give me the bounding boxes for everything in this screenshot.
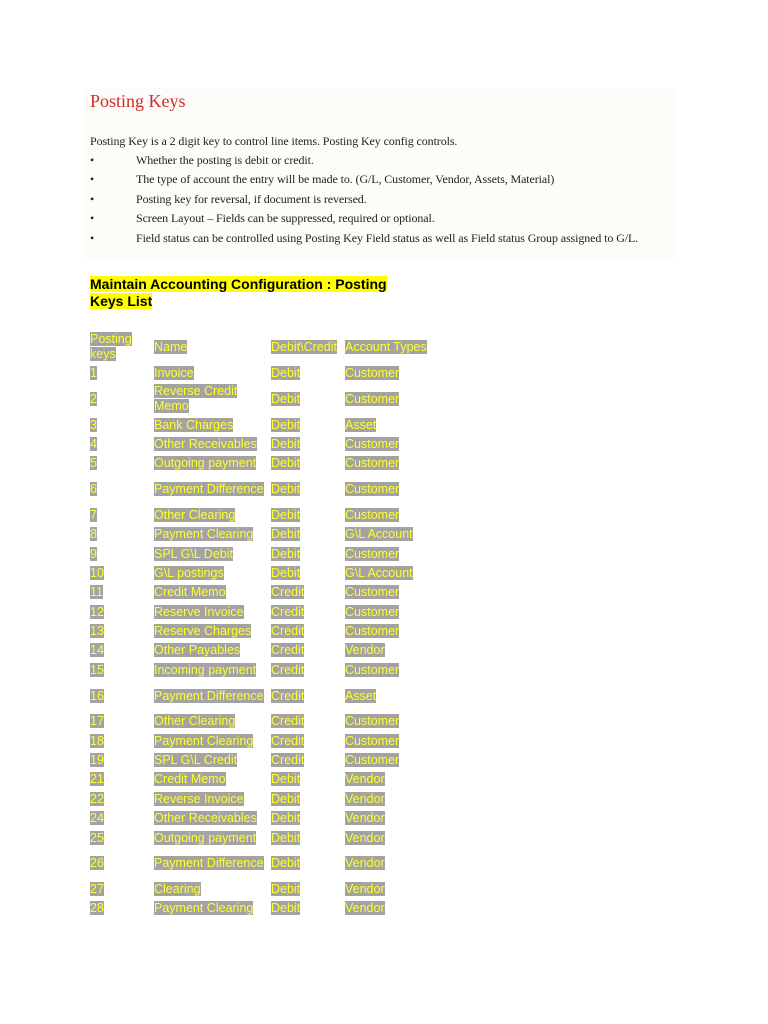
table-row bbox=[90, 435, 435, 454]
name-cell: Incoming payment bbox=[154, 662, 257, 677]
bullet-text: Screen Layout – Fields can be suppressed, required or optional. bbox=[136, 211, 435, 226]
debit-credit-cell: Debit bbox=[271, 546, 301, 561]
header-name: Name bbox=[154, 339, 188, 354]
header-debit-credit: Debit\Credit bbox=[271, 339, 337, 354]
account-type-cell: Vendor bbox=[345, 830, 385, 845]
account-type-cell: Vendor bbox=[345, 901, 385, 916]
debit-credit-cell: Debit bbox=[271, 527, 301, 542]
debit-credit-cell: Debit bbox=[271, 456, 301, 471]
account-type-cell: Customer bbox=[345, 436, 400, 451]
section-heading bbox=[90, 276, 420, 310]
account-type-cell: Vendor bbox=[345, 791, 385, 806]
table-row bbox=[90, 583, 435, 602]
header-posting-keys: Posting keys bbox=[90, 332, 132, 361]
key-cell: 8 bbox=[90, 527, 97, 542]
debit-credit-cell: Credit bbox=[271, 688, 305, 703]
key-cell: 10 bbox=[90, 565, 104, 580]
bullet-icon: • bbox=[90, 230, 95, 245]
key-cell: 26 bbox=[90, 856, 104, 871]
page-title: Posting Keys bbox=[90, 91, 186, 111]
name-cell: Payment Clearing bbox=[154, 901, 254, 916]
account-type-cell: Asset bbox=[345, 688, 377, 703]
name-cell: Payment Clearing bbox=[154, 733, 254, 748]
name-cell: Other Receivables bbox=[154, 811, 257, 826]
table-row bbox=[90, 880, 435, 899]
key-cell: 11 bbox=[90, 585, 103, 600]
table-row bbox=[90, 712, 435, 731]
table-row bbox=[90, 544, 435, 563]
name-cell: Credit Memo bbox=[154, 585, 226, 600]
key-cell: 16 bbox=[90, 688, 104, 703]
debit-credit-cell: Credit bbox=[271, 624, 305, 639]
account-type-cell: Customer bbox=[345, 604, 400, 619]
name-cell: Payment Difference bbox=[154, 688, 264, 703]
debit-credit-cell: Debit bbox=[271, 417, 301, 432]
account-type-cell: Customer bbox=[345, 753, 400, 768]
key-cell: 1 bbox=[90, 366, 97, 381]
account-type-cell: Vendor bbox=[345, 811, 385, 826]
table-row bbox=[90, 603, 435, 622]
debit-credit-cell: Debit bbox=[271, 811, 301, 826]
debit-credit-cell: Credit bbox=[271, 714, 305, 729]
list-item bbox=[90, 211, 690, 230]
list-item bbox=[90, 172, 690, 191]
key-cell: 25 bbox=[90, 830, 104, 845]
table-body bbox=[90, 364, 435, 919]
debit-credit-cell: Debit bbox=[271, 482, 301, 497]
table-row bbox=[90, 454, 435, 473]
name-cell: Bank Charges bbox=[154, 417, 234, 432]
list-item bbox=[90, 231, 690, 250]
account-type-cell: Customer bbox=[345, 366, 400, 381]
debit-credit-cell: Debit bbox=[271, 772, 301, 787]
table-row bbox=[90, 415, 435, 434]
key-cell: 7 bbox=[90, 507, 97, 522]
debit-credit-cell: Debit bbox=[271, 830, 301, 845]
debit-credit-cell: Credit bbox=[271, 753, 305, 768]
account-type-cell: Customer bbox=[345, 585, 400, 600]
debit-credit-cell: Debit bbox=[271, 507, 301, 522]
bullet-icon: • bbox=[90, 172, 95, 187]
account-type-cell: Customer bbox=[345, 546, 400, 561]
name-cell: Invoice bbox=[154, 366, 194, 381]
bullet-list bbox=[90, 153, 690, 250]
bullet-icon: • bbox=[90, 211, 95, 226]
table-row bbox=[90, 641, 435, 660]
account-type-cell: Customer bbox=[345, 733, 400, 748]
name-cell: G\L postings bbox=[154, 565, 224, 580]
table-row bbox=[90, 564, 435, 583]
debit-credit-cell: Debit bbox=[271, 565, 301, 580]
name-cell: Payment Difference bbox=[154, 856, 264, 871]
name-cell: Other Clearing bbox=[154, 507, 236, 522]
name-cell: Payment Difference bbox=[154, 482, 264, 497]
key-cell: 27 bbox=[90, 882, 104, 896]
table-row bbox=[90, 474, 435, 506]
debit-credit-cell: Credit bbox=[271, 604, 305, 619]
key-cell: 9 bbox=[90, 546, 97, 561]
key-cell: 17 bbox=[90, 714, 104, 729]
bullet-text: Whether the posting is debit or credit. bbox=[136, 153, 314, 167]
key-cell: 28 bbox=[90, 901, 104, 916]
name-cell: Other Receivables bbox=[154, 436, 257, 451]
account-type-cell: Vendor bbox=[345, 772, 385, 787]
key-cell: 21 bbox=[90, 772, 104, 787]
account-type-cell: Asset bbox=[345, 417, 377, 432]
name-cell: Reserve Charges bbox=[154, 624, 252, 639]
name-cell: Other Payables bbox=[154, 643, 241, 658]
account-type-cell: Customer bbox=[345, 456, 400, 471]
table-row bbox=[90, 364, 435, 383]
key-cell: 15 bbox=[90, 662, 104, 677]
debit-credit-cell: Credit bbox=[271, 733, 305, 748]
account-type-cell: Customer bbox=[345, 714, 400, 729]
debit-credit-cell: Debit bbox=[271, 436, 301, 451]
debit-credit-cell: Credit bbox=[271, 643, 305, 658]
debit-credit-cell: Debit bbox=[271, 366, 301, 381]
name-cell: Clearing bbox=[154, 882, 201, 896]
debit-credit-cell: Debit bbox=[271, 391, 301, 406]
bullet-text: Field status can be controlled using Posting Key Field status as well as Field status Group assigned to G/L. bbox=[136, 230, 639, 245]
bullet-icon: • bbox=[90, 153, 95, 167]
account-type-cell: Vendor bbox=[345, 856, 385, 871]
posting-keys-table bbox=[90, 330, 435, 919]
table-row bbox=[90, 809, 435, 828]
table-row bbox=[90, 899, 435, 918]
account-type-cell: G\L Account bbox=[345, 565, 413, 580]
name-cell: SPL G\L Debit bbox=[154, 546, 233, 561]
key-cell: 6 bbox=[90, 482, 97, 497]
key-cell: 13 bbox=[90, 624, 104, 639]
table-row bbox=[90, 731, 435, 750]
key-cell: 18 bbox=[90, 733, 104, 748]
name-cell: Outgoing payment bbox=[154, 830, 257, 845]
debit-credit-cell: Credit bbox=[271, 585, 305, 600]
name-cell: SPL G\L Credit bbox=[154, 753, 238, 768]
table-row bbox=[90, 790, 435, 809]
table-row bbox=[90, 525, 435, 544]
name-cell: Reverse Credit Memo bbox=[154, 384, 238, 414]
name-cell: Outgoing payment bbox=[154, 456, 257, 471]
table-row bbox=[90, 770, 435, 789]
account-type-cell: Customer bbox=[345, 662, 400, 677]
debit-credit-cell: Credit bbox=[271, 662, 305, 677]
list-item bbox=[90, 192, 690, 211]
table-row bbox=[90, 848, 435, 880]
bullet-text: The type of account the entry will be made to. (G/L, Customer, Vendor, Assets, Material) bbox=[136, 172, 555, 187]
bullet-icon: • bbox=[90, 191, 95, 206]
key-cell: 19 bbox=[90, 753, 104, 768]
name-cell: Credit Memo bbox=[154, 772, 226, 787]
key-cell: 3 bbox=[90, 417, 97, 432]
debit-credit-cell: Debit bbox=[271, 856, 301, 871]
table-row bbox=[90, 661, 435, 680]
name-cell: Reserve Invoice bbox=[154, 604, 244, 619]
section-heading-text: Maintain Accounting Configuration : Posting Keys List bbox=[90, 276, 387, 309]
account-type-cell: Customer bbox=[345, 482, 400, 497]
name-cell: Reverse Invoice bbox=[154, 791, 244, 806]
key-cell: 4 bbox=[90, 436, 97, 451]
key-cell: 5 bbox=[90, 456, 97, 471]
table-header-row bbox=[90, 330, 435, 364]
account-type-cell: G\L Account bbox=[345, 527, 413, 542]
debit-credit-cell: Debit bbox=[271, 882, 301, 896]
header-account-types: Account Types bbox=[345, 339, 427, 354]
list-item bbox=[90, 153, 690, 172]
account-type-cell: Customer bbox=[345, 507, 400, 522]
account-type-cell: Customer bbox=[345, 391, 400, 406]
table-row bbox=[90, 751, 435, 770]
account-type-cell: Customer bbox=[345, 624, 400, 639]
bullet-text: Posting key for reversal, if document is reversed. bbox=[136, 191, 367, 206]
key-cell: 14 bbox=[90, 643, 104, 658]
debit-credit-cell: Debit bbox=[271, 791, 301, 806]
key-cell: 12 bbox=[90, 604, 104, 619]
account-type-cell: Vendor bbox=[345, 643, 385, 658]
intro-paragraph: Posting Key is a 2 digit key to control line items. Posting Key config controls. bbox=[90, 134, 458, 148]
table-row bbox=[90, 680, 435, 712]
key-cell: 24 bbox=[90, 811, 104, 826]
name-cell: Other Clearing bbox=[154, 714, 236, 729]
table-row bbox=[90, 622, 435, 641]
name-cell: Payment Clearing bbox=[154, 527, 254, 542]
account-type-cell: Vendor bbox=[345, 882, 385, 896]
key-cell: 22 bbox=[90, 791, 104, 806]
debit-credit-cell: Debit bbox=[271, 901, 301, 916]
table-row bbox=[90, 506, 435, 525]
table-row bbox=[90, 828, 435, 847]
key-cell: 2 bbox=[90, 391, 97, 406]
table-row bbox=[90, 383, 435, 415]
